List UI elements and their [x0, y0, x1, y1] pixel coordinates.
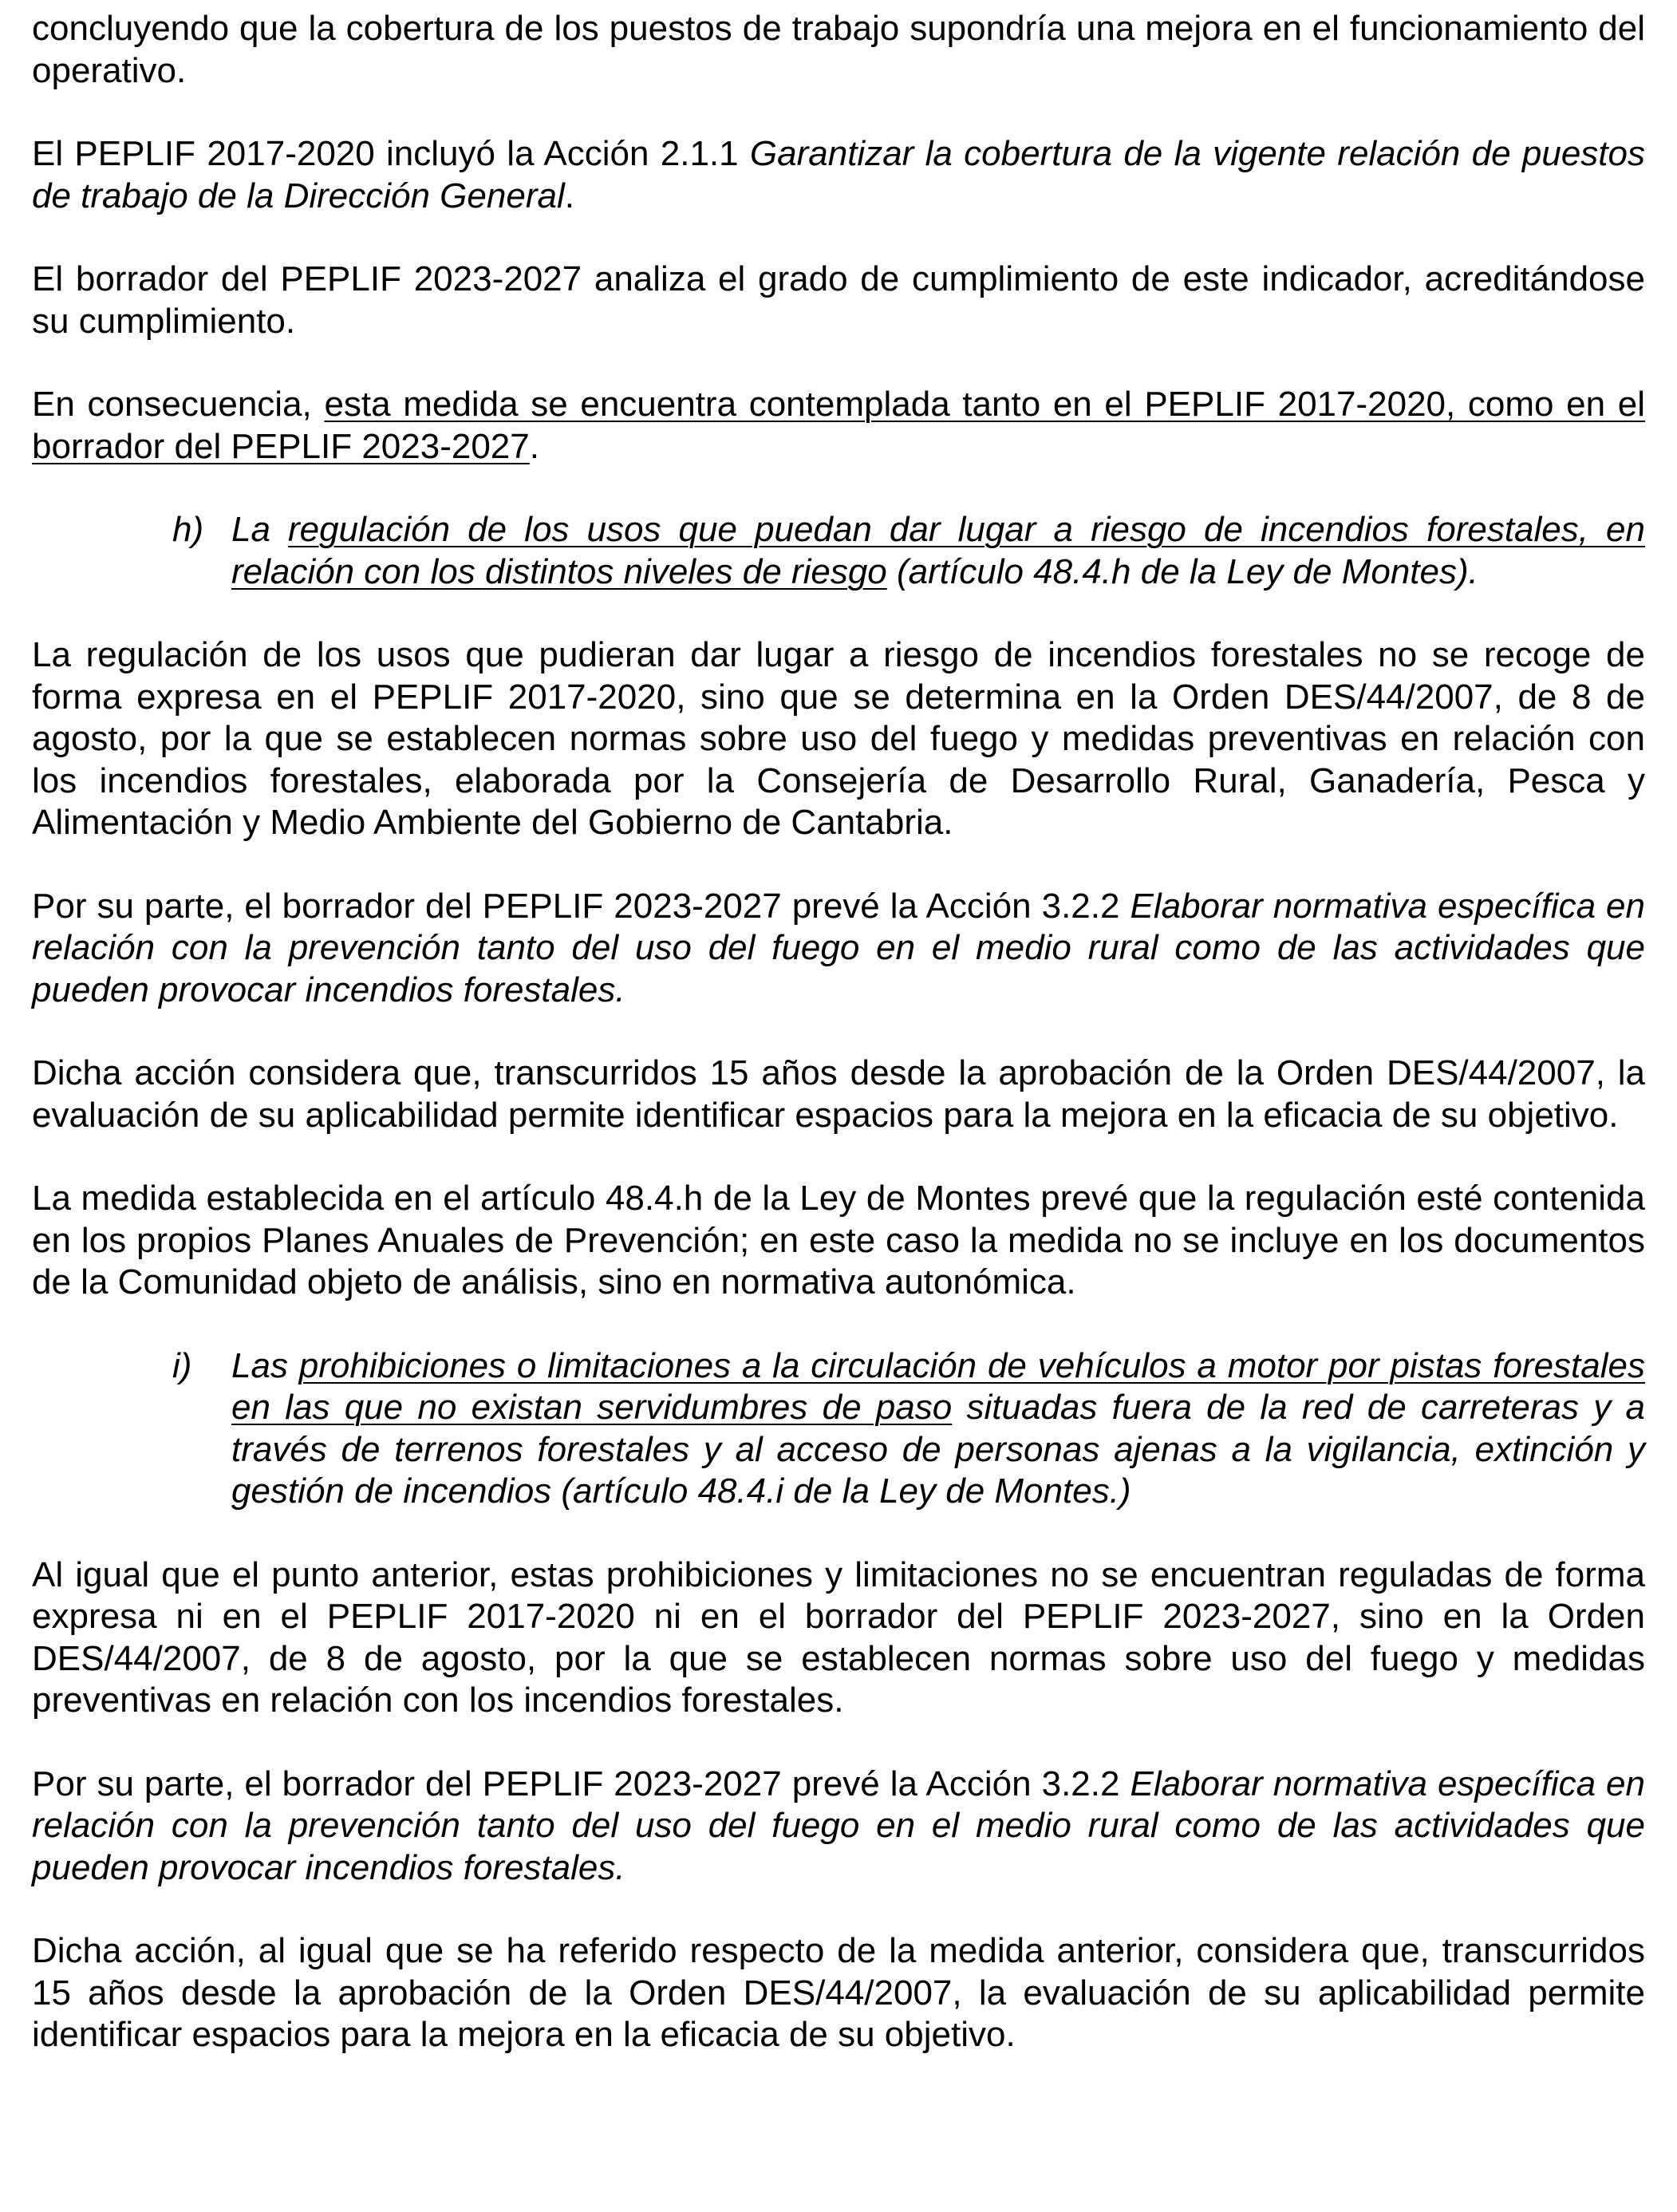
list-item-label: h): [172, 510, 204, 549]
paragraph-regulacion-usos: La regulación de los usos que pudieran dar lugar a riesgo de incendios forestales no se recoge de forma expresa en el PEPLIF 2017-2020, sino que se determina en la Orden DES/44/2007, de 8 de agosto, por la que se establecen normas sobre uso del fuego y medidas preventivas en relación con los incendios forestales, elaborada por la Consejería de Desarrollo Rural, Ganadería, Pesca y Alimentación y Medio Ambiente del Gobierno de Cantabria.: [32, 635, 1645, 842]
paragraph-en-consecuencia: [32, 384, 1645, 468]
document-page: [32, 8, 1645, 2098]
list-item-text: (artículo 48.4.h de la Ley de Montes).: [886, 551, 1478, 591]
paragraph-al-igual-punto-anterior: Al igual que el punto anterior, estas prohibiciones y limitaciones no se encuentran reguladas de forma expresa ni en el PEPLIF 2017-2020 ni en el borrador del PEPLIF 2023-2027, sino en la Orden DES/44/2007, de 8 de agosto, por la que se establecen normas sobre uso del fuego y medidas preventivas en relación con los incendios forestales.: [32, 1554, 1645, 1720]
underlined-measure: prohibiciones o limitaciones a la circulación de vehículos a motor por pistas forestales en las que no existan servidumbres de paso: [231, 1345, 1645, 1427]
underlined-conclusion: esta medida se encuentra contemplada tanto en el PEPLIF 2017-2020, como en el borrador del PEPLIF 2023-2027: [32, 385, 1645, 466]
paragraph-text: El PEPLIF 2017-2020 incluyó la Acción 2.1.1: [32, 134, 750, 173]
paragraph-text: Por su parte, el borrador del PEPLIF 2023-2027 prevé la Acción 3.2.2: [32, 886, 1130, 926]
paragraph-text: .: [564, 176, 574, 215]
paragraph-dicha-accion-second: Dicha acción, al igual que se ha referido respecto de la medida anterior, considera que, transcurridos 15 años desde la aprobación de la Orden DES/44/2007, la evaluación de su aplicabilidad permite identificar espacios para la mejora en la eficacia de su objetivo.: [32, 1931, 1645, 2054]
paragraph-cobertura-conclusion: concluyendo que la cobertura de los puestos de trabajo supondría una mejora en el funcionamiento del operativo.: [32, 9, 1645, 90]
paragraph-dicha-accion-first: Dicha acción considera que, transcurridos 15 años desde la aprobación de la Orden DES/44/2007, la evaluación de su aplicabilidad permite identificar espacios para la mejora en la eficacia de su objetivo.: [32, 1053, 1645, 1135]
paragraph-peplif-2017-accion-211: [32, 133, 1645, 217]
list-item-h: [32, 509, 1645, 593]
list-item-text: La: [231, 510, 289, 549]
action-title-italic: Elaborar normativa específica en relación con la prevención tanto del uso del fuego en el medio rural como de las actividades que pueden provocar incendios forestales.: [32, 1764, 1645, 1887]
action-title-italic: Garantizar la cobertura de la vigente relación de puestos de trabajo de la Dirección General: [32, 134, 1646, 215]
paragraph-text: Por su parte, el borrador del PEPLIF 2023-2027 prevé la Acción 3.2.2: [32, 1764, 1130, 1803]
paragraph-borrador-cumplimiento: El borrador del PEPLIF 2023-2027 analiza el grado de cumplimiento de este indicador, acreditándose su cumplimiento.: [32, 259, 1645, 341]
list-item-i: [32, 1345, 1645, 1513]
underlined-measure: regulación de los usos que puedan dar lugar a riesgo de incendios forestales, en relación con los distintos niveles de riesgo: [231, 510, 1646, 591]
paragraph-text: En consecuencia,: [32, 385, 325, 424]
paragraph-accion-322-first: [32, 886, 1645, 1012]
paragraph-text: .: [529, 426, 539, 466]
paragraph-medida-48-4-h: La medida establecida en el artículo 48.4.h de la Ley de Montes prevé que la regulación esté contenida en los propios Planes Anuales de Prevención; en este caso la medida no se incluye en los documentos de la Comunidad objeto de análisis, sino en normativa autonómica.: [32, 1179, 1645, 1302]
list-item-text: Las: [231, 1345, 299, 1385]
action-title-italic: Elaborar normativa específica en relación con la prevención tanto del uso del fuego en el medio rural como de las actividades que pueden provocar incendios forestales.: [32, 886, 1645, 1009]
list-item-label: i): [172, 1345, 192, 1385]
list-item-text: situadas fuera de la red de carreteras y a través de terrenos forestales y al acceso de personas ajenas a la vigilancia, extinción y gestión de incendios (artículo 48.4.i de la Ley de Montes.): [231, 1388, 1645, 1511]
paragraph-accion-322-second: [32, 1764, 1645, 1890]
